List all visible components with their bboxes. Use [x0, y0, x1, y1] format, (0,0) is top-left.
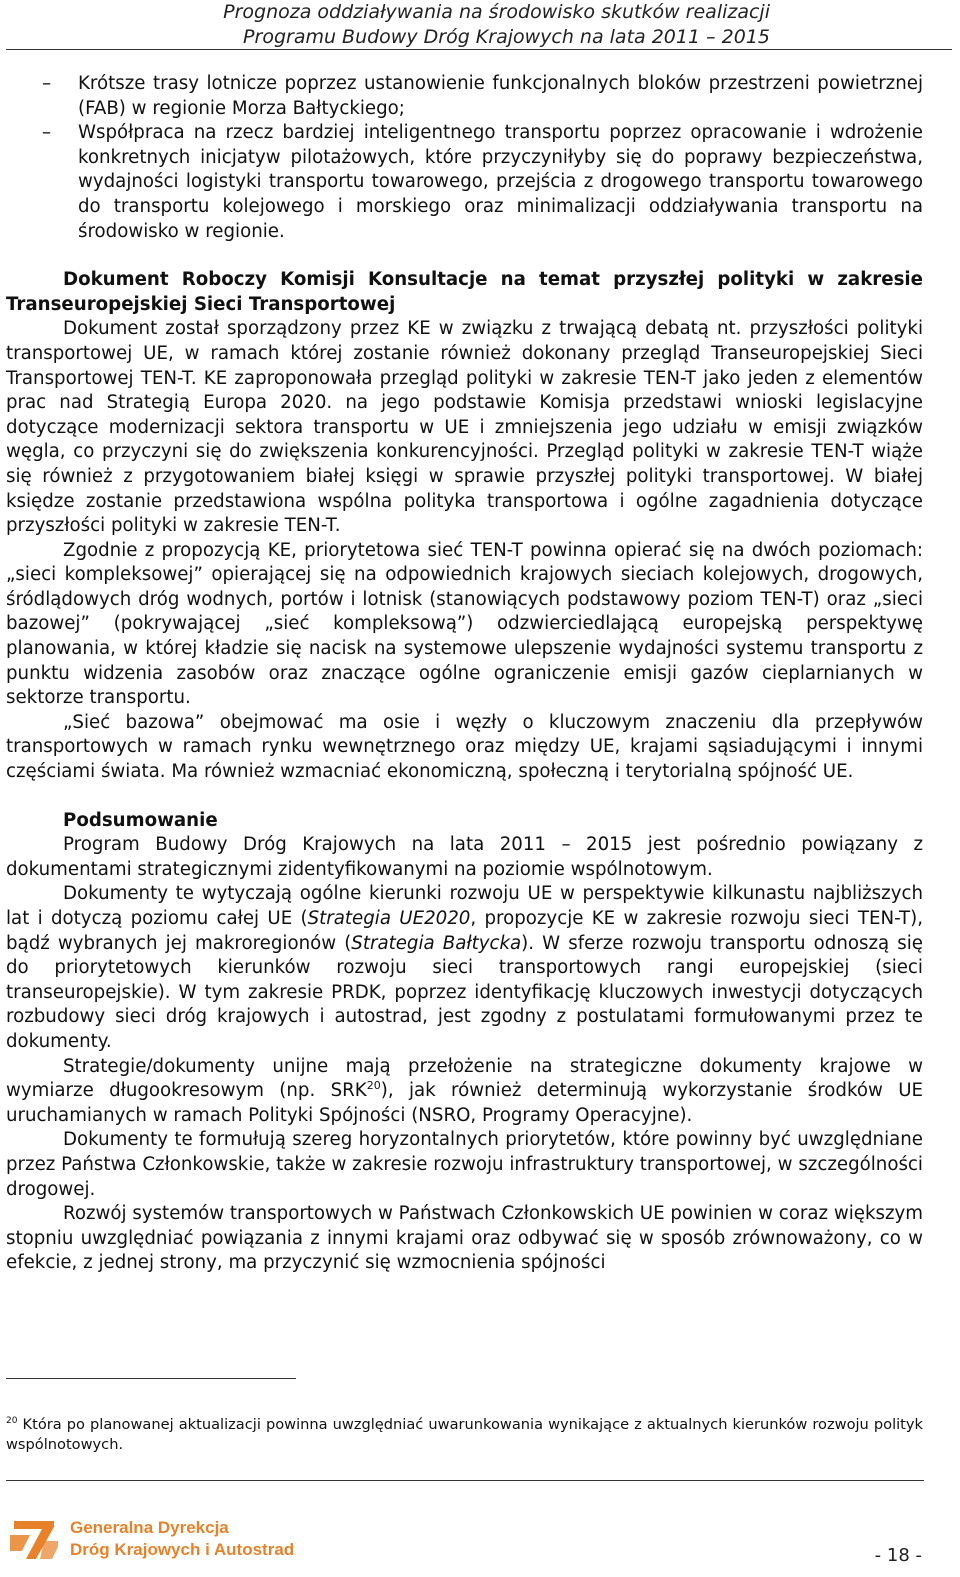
text-run: ). W sferze rozwoju transportu odnoszą się do priorytetowych kierunków rozwoju sieci transportowych rangi europejskiej (sieci transeuropejskie). W tym zakresie PRDK, poprzez identyfikację kluczowych inwestycji dotyczących rozbudowy sieci dróg krajowych i autostrad, jest zgodny z postulatami formułowanymi przez te dokumenty.	[6, 932, 923, 1052]
document-body	[6, 72, 923, 1276]
header-title-line1: Prognoza oddziaływania na środowisko skutków realizacji	[223, 1, 770, 23]
italic-run: Strategia UE2020	[307, 908, 471, 929]
italic-run: Strategia Bałtycka	[351, 932, 522, 954]
dash-bullet-icon: –	[42, 73, 52, 94]
page-header	[0, 0, 960, 52]
bullet-list	[6, 72, 923, 244]
logo-text	[70, 1517, 294, 1561]
paragraph: Program Budowy Dróg Krajowych na lata 2011 – 2015 jest pośrednio powiązany z dokumentami strategicznymi zidentyfikowanymi na poziomie wspólnotowym.	[6, 834, 923, 880]
footnote-reference[interactable]: 20	[366, 1079, 381, 1093]
footnote-rule	[6, 1378, 296, 1379]
paragraph: „Sieć bazowa” obejmować ma osie i węzły o kluczowym znaczeniu dla przepływów transportowych w ramach rynku wewnętrznego oraz między UE, krajami sąsiadującymi i innymi częściami świata. Ma również wzmacniać ekonomiczną, społeczną i terytorialną spójność UE.	[6, 711, 923, 783]
list-item	[6, 72, 923, 121]
paragraph: Dokumenty te formułują szereg horyzontalnych priorytetów, które powinny być uwzględniane przez Państwa Członkowskie, także w zakresie rozwoju infrastruktury transportowej, w szczególności drogowej.	[6, 1129, 923, 1200]
paragraph	[6, 1055, 923, 1129]
gddkia-logo-icon	[8, 1517, 60, 1563]
section-heading: Dokument Roboczy Komisji Konsultacje na temat przyszłej polityki w zakresie Transeuropejskiej Sieci Transportowej	[6, 269, 923, 315]
dash-bullet-icon: –	[42, 122, 52, 144]
logo-line2: Dróg Krajowych i Autostrad	[70, 1540, 295, 1559]
text-run: Dokumenty te wytyczają ogólne kierunki rozwoju UE w perspektywie kilkunastu najbliższych lat i dotyczą poziomu całej UE (	[6, 883, 923, 929]
footnote-text: Która po planowanej aktualizacji powinna uwzględniać uwarunkowania wynikające z aktualnych kierunków rozwoju polityk wspólnotowych.	[6, 1416, 923, 1453]
paragraph	[6, 882, 923, 1054]
list-item-text: Krótsze trasy lotnicze poprzez ustanowienie funkcjonalnych bloków przestrzeni powietrznej (FAB) w regionie Morza Bałtyckiego;	[78, 73, 923, 119]
gddkia-logo	[8, 1517, 308, 1565]
paragraph: Zgodnie z propozycją KE, priorytetowa sieć TEN-T powinna opierać się na dwóch poziomach: „sieci kompleksowej” opierającej się na odpowiednich krajowych sieciach kolejowych, drogowych, śródlądowych dróg wodnych, portów i lotnisk (stanowiących podstawowy poziom TEN-T) oraz „sieci bazowej” (pokrywającej „sieć kompleksową”) odzwierciedlającą europejską perspektywę planowania, w której kładzie się nacisk na systemowe ulepszenie wydajności systemu transportu z punktu widzenia zasobów oraz znaczące ogólne ograniczenie emisji gazów cieplarnianych w sektorze transportu.	[6, 539, 923, 709]
paragraph: Dokument został sporządzony przez KE w związku z trwającą debatą nt. przyszłości polityki transportowej UE, w ramach której zostanie również dokonany przegląd Transeuropejskiej Sieci Transportowej TEN-T. KE zaproponowała przegląd polityki w zakresie TEN-T jako jeden z elementów prac nad Strategią Europa 2020. na jego podstawie Komisja przedstawi wnioski legislacyjne dotyczące modernizacji sektora transportu w UE i zmniejszenia jego udziału w emisji związków węgla, co przyczyni się do zwiększenia konkurencyjności. Przegląd polityki w zakresie TEN-T wiąże się również z przygotowaniem białej księgi w sprawie przyszłej polityki transportowej. W białej księdze zostanie przedstawiona wspólna polityka transportowa i ogólne zagadnienia dotyczące przyszłości polityki w zakresie TEN-T.	[6, 318, 923, 537]
footnote-number: 20	[6, 1416, 18, 1426]
list-item	[6, 121, 923, 244]
footnote	[6, 1415, 923, 1455]
text-run: ), jak również determinują wykorzystanie środków UE uruchamianych w ramach Polityki Spójności (NSRO, Programy Operacyjne).	[6, 1080, 923, 1126]
header-rule	[6, 49, 952, 50]
text-run: Strategie/dokumenty unijne mają przełożenie na strategiczne dokumenty krajowe w wymiarze długookresowym (np. SRK	[6, 1055, 923, 1102]
summary-heading: Podsumowanie	[63, 809, 218, 831]
footer-rule	[6, 1480, 924, 1481]
page-number: - 18 -	[874, 1545, 922, 1566]
list-item-text: Współpraca na rzecz bardziej inteligentnego transportu poprzez opracowanie i wdrożenie konkretnych inicjatyw pilotażowych, które przyczyniłyby się do poprawy bezpieczeństwa, wydajności logistyki transportu towarowego, przejścia z drogowego transportu towarowego do transportu kolejowego i morskiego oraz minimalizacji oddziaływania transportu na środowisko w regionie.	[78, 122, 923, 242]
text-run: , propozycje KE w zakresie rozwoju sieci TEN-T), bądź wybranych jej makroregionów (	[6, 908, 923, 954]
paragraph: Rozwój systemów transportowych w Państwach Członkowskich UE powinien w coraz większym stopniu uwzględniać powiązania z innymi krajami oraz odbywać się w sposób zrównoważony, co w efekcie, z jednej strony, ma przyczynić się wzmocnienia spójności	[6, 1203, 923, 1274]
logo-line1: Generalna Dyrekcja	[70, 1518, 229, 1537]
header-title-line2: Programu Budowy Dróg Krajowych na lata 2011 – 2015	[243, 26, 770, 48]
